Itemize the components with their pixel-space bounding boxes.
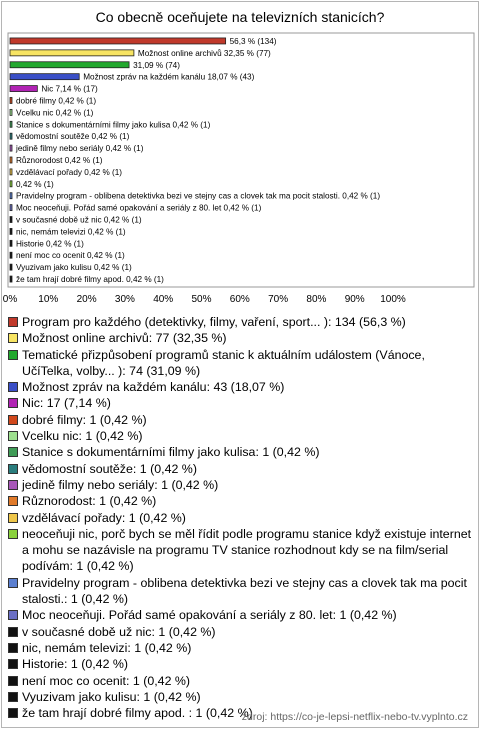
bar	[10, 121, 12, 127]
legend-swatch	[8, 333, 18, 343]
legend-label: Tematické přizpůsobení programů stanic k aktuálním událostem (Vánoce, UčíTelka, volby... ): 74 (31,09 %)	[22, 347, 425, 378]
bar-label: Stanice s dokumentárními filmy jako kulisa 0,42 % (1)	[16, 120, 211, 130]
bar-label: že tam hrají dobré filmy apod. 0,42 % (1)	[16, 275, 164, 285]
legend-label: vzdělávací pořady: 1 (0,42 %)	[22, 510, 186, 525]
bar	[10, 240, 12, 246]
bar	[10, 97, 12, 103]
bar	[10, 217, 12, 223]
bar	[10, 181, 12, 187]
bar	[10, 145, 12, 151]
x-tick-label: 90%	[344, 294, 365, 305]
legend-label: nic, nemám televizi: 1 (0,42 %)	[22, 640, 192, 655]
bar-label: nic, nemám televizi 0,42 % (1)	[16, 227, 126, 237]
legend-item	[8, 510, 472, 526]
legend-swatch	[8, 447, 18, 457]
bar-label: Vyuzivam jako kulisu 0,42 % (1)	[16, 263, 132, 273]
legend-label: není moc co ocenit: 1 (0,42 %)	[22, 673, 191, 688]
legend-item	[8, 493, 472, 509]
bar-chart	[0, 0, 480, 310]
legend-item	[8, 673, 472, 689]
legend-swatch	[8, 529, 18, 539]
bar	[10, 228, 12, 234]
x-tick-label: 30%	[114, 294, 135, 305]
legend-label: Různorodost: 1 (0,42 %)	[22, 494, 157, 509]
chart-title: Co obecně oceňujete na televizních stanicích?	[95, 9, 385, 25]
bar-label: není moc co ocenit 0,42 % (1)	[16, 251, 125, 261]
bar	[10, 109, 12, 115]
legend-swatch	[8, 643, 18, 653]
bar	[10, 169, 12, 175]
legend-label: Možnost online archivů: 77 (32,35 %)	[22, 331, 227, 346]
bar-label: dobré filmy 0,42 % (1)	[16, 96, 97, 106]
bar-label: Pravidelny program - oblibena detektivka bezi ve stejny cas a clovek tak ma pocit stalosti. 0,42 % (1)	[16, 191, 381, 201]
legend-item	[8, 347, 472, 380]
legend-swatch	[8, 627, 18, 637]
legend-swatch	[8, 676, 18, 686]
x-tick-label: 0%	[2, 294, 18, 305]
legend	[8, 314, 472, 721]
bar	[10, 276, 12, 282]
legend-label: v současné době už nic: 1 (0,42 %)	[22, 624, 216, 639]
legend-item	[8, 412, 472, 428]
legend-label: Pravidelny program - oblibena detektivka bezi ve stejny cas a clovek tak ma pocit stalosti.: 1 (0,42 %)	[22, 575, 467, 607]
legend-item	[8, 526, 472, 575]
legend-label: Vyuzivam jako kulisu: 1 (0,42 %)	[22, 689, 201, 704]
legend-swatch	[8, 415, 18, 425]
legend-label: dobré filmy: 1 (0,42 %)	[22, 412, 147, 427]
legend-label: Moc neoceňuji. Pořád samé opakování a seriály z 80. let: 1 (0,42 %)	[22, 608, 397, 623]
legend-item	[8, 444, 472, 460]
legend-item	[8, 575, 472, 608]
bar	[10, 264, 12, 270]
legend-label: Program pro každého (detektivky, filmy, vaření, sport... ): 134 (56,3 %)	[22, 315, 406, 329]
legend-swatch	[8, 382, 18, 392]
legend-swatch	[8, 398, 18, 408]
bar-label: Historie 0,42 % (1)	[16, 239, 84, 249]
x-tick-label: 40%	[153, 294, 174, 305]
bar	[10, 252, 12, 258]
legend-swatch	[8, 480, 18, 490]
legend-swatch	[8, 513, 18, 523]
x-tick-label: 50%	[191, 294, 212, 305]
legend-swatch	[8, 610, 18, 620]
x-tick-label: 100%	[380, 294, 406, 305]
legend-swatch	[8, 578, 18, 588]
legend-swatch	[8, 692, 18, 702]
legend-item	[8, 395, 472, 411]
legend-item	[8, 477, 472, 493]
legend-swatch	[8, 317, 18, 327]
legend-label: Historie: 1 (0,42 %)	[22, 657, 129, 672]
legend-label: Vcelku nic: 1 (0,42 %)	[22, 429, 143, 444]
x-tick-label: 80%	[306, 294, 327, 305]
legend-label: neoceňuji nic, porč bych se měl řídit podle programu stanice když existuje internet a mohu se nazávisle na programu TV stanice rozhodnout kdy se na film/serial podívám: 1 (0,42 %)	[22, 526, 472, 574]
bar-label: vzdělávací pořady 0,42 % (1)	[16, 167, 123, 177]
bar-label: 0,42 % (1)	[16, 179, 54, 189]
bar-label: v současné době už nic 0,42 % (1)	[16, 215, 142, 225]
bar	[10, 74, 79, 80]
bar-label: Vcelku nic 0,42 % (1)	[16, 108, 94, 118]
legend-item	[8, 689, 472, 705]
x-tick-label: 10%	[38, 294, 59, 305]
x-tick-label: 70%	[268, 294, 289, 305]
source-note: zdroj: https://co-je-lepsi-netflix-nebo-tv.vyplnto.cz	[241, 711, 468, 723]
legend-item	[8, 379, 472, 395]
bar	[10, 205, 12, 211]
legend-label: Možnost zpráv na každém kanálu: 43 (18,07 %)	[22, 380, 285, 395]
bar-label: vědomostní soutěže 0,42 % (1)	[16, 132, 130, 142]
bar	[10, 133, 12, 139]
legend-item	[8, 607, 472, 623]
legend-swatch	[8, 496, 18, 506]
legend-label: Stanice s dokumentárními filmy jako kulisa: 1 (0,42 %)	[22, 445, 320, 460]
bar-label: Možnost zpráv na každém kanálu 18,07 % (43)	[83, 72, 255, 82]
legend-swatch	[8, 708, 18, 718]
legend-swatch	[8, 464, 18, 474]
legend-swatch	[8, 350, 18, 360]
legend-label: vědomostní soutěže: 1 (0,42 %)	[22, 461, 197, 476]
bar-label: Nic 7,14 % (17)	[41, 84, 98, 94]
bar	[10, 38, 226, 44]
bar-label: Možnost online archivů 32,35 % (77)	[137, 48, 271, 58]
legend-label: že tam hrají dobré filmy apod. : 1 (0,42 %)	[22, 706, 253, 721]
bar	[10, 193, 12, 199]
bar	[10, 50, 134, 56]
legend-item	[8, 640, 472, 656]
legend-item	[8, 330, 472, 346]
legend-swatch	[8, 659, 18, 669]
bar	[10, 157, 12, 163]
legend-item	[8, 624, 472, 640]
legend-item	[8, 461, 472, 477]
bar-label: 56,3 % (134)	[229, 36, 277, 46]
bar	[10, 62, 129, 68]
legend-label: jedině filmy nebo seriály: 1 (0,42 %)	[22, 477, 219, 492]
x-tick-label: 20%	[76, 294, 97, 305]
legend-item	[8, 656, 472, 672]
legend-swatch	[8, 431, 18, 441]
legend-label: Nic: 17 (7,14 %)	[22, 396, 111, 411]
bar-label: 31,09 % (74)	[133, 60, 180, 70]
bar-label: Různorodost 0,42 % (1)	[16, 156, 103, 165]
legend-item	[8, 428, 472, 444]
bar-label: Moc neoceňuji. Pořád samé opakování a seriály z 80. let 0,42 % (1)	[16, 203, 262, 213]
bar	[10, 86, 37, 92]
legend-item	[8, 314, 472, 330]
x-tick-label: 60%	[229, 294, 250, 305]
bar-label: jedině filmy nebo seriály 0,42 % (1)	[16, 144, 144, 154]
